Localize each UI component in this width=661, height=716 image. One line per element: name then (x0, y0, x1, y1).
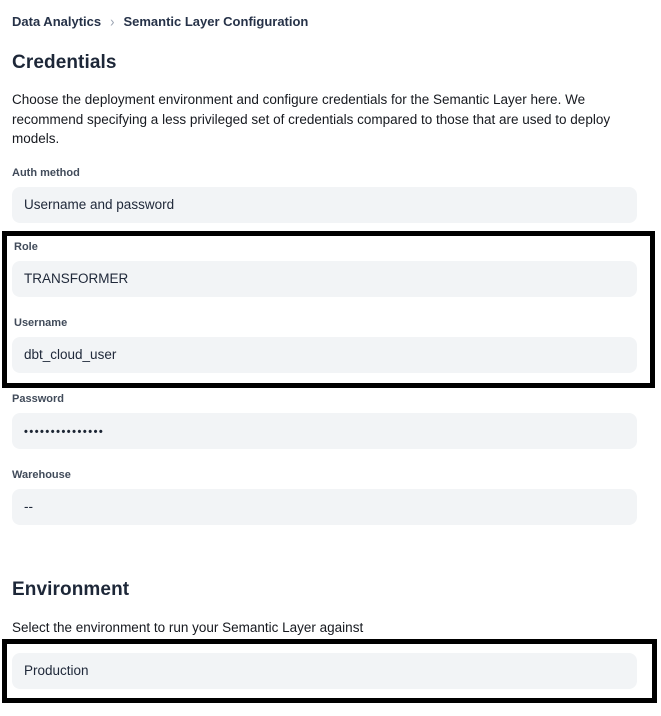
environment-description: Select the environment to run your Semantic Layer against (12, 619, 364, 635)
highlight-box-role-username (2, 231, 655, 388)
credentials-description: Choose the deployment environment and configure credentials for the Semantic Layer here. We recommend specifying a less privileged set of credentials compared to those that are used to deploy models. (12, 92, 611, 146)
breadcrumb-separator-icon: › (110, 12, 115, 30)
breadcrumb (12, 13, 649, 29)
credentials-heading: Credentials (12, 52, 117, 73)
auth-method-label: Auth method (12, 166, 80, 179)
warehouse-input[interactable]: -- (12, 489, 637, 525)
highlight-box-environment (2, 639, 657, 703)
password-label: Password (12, 392, 64, 405)
auth-method-select[interactable]: Username and password (12, 187, 637, 223)
role-input[interactable]: TRANSFORMER (12, 261, 637, 297)
breadcrumb-current-page: Semantic Layer Configuration (123, 13, 309, 29)
role-label: Role (14, 240, 38, 253)
environment-heading: Environment (12, 578, 130, 600)
username-label: Username (14, 316, 68, 329)
warehouse-label: Warehouse (12, 468, 71, 481)
breadcrumb-link-data-analytics[interactable]: Data Analytics (12, 13, 102, 29)
password-input[interactable] (12, 413, 637, 449)
username-input[interactable]: dbt_cloud_user (12, 337, 637, 373)
environment-select[interactable]: Production (12, 653, 637, 689)
password-masked-value: ••••••••••••••• (24, 425, 105, 438)
